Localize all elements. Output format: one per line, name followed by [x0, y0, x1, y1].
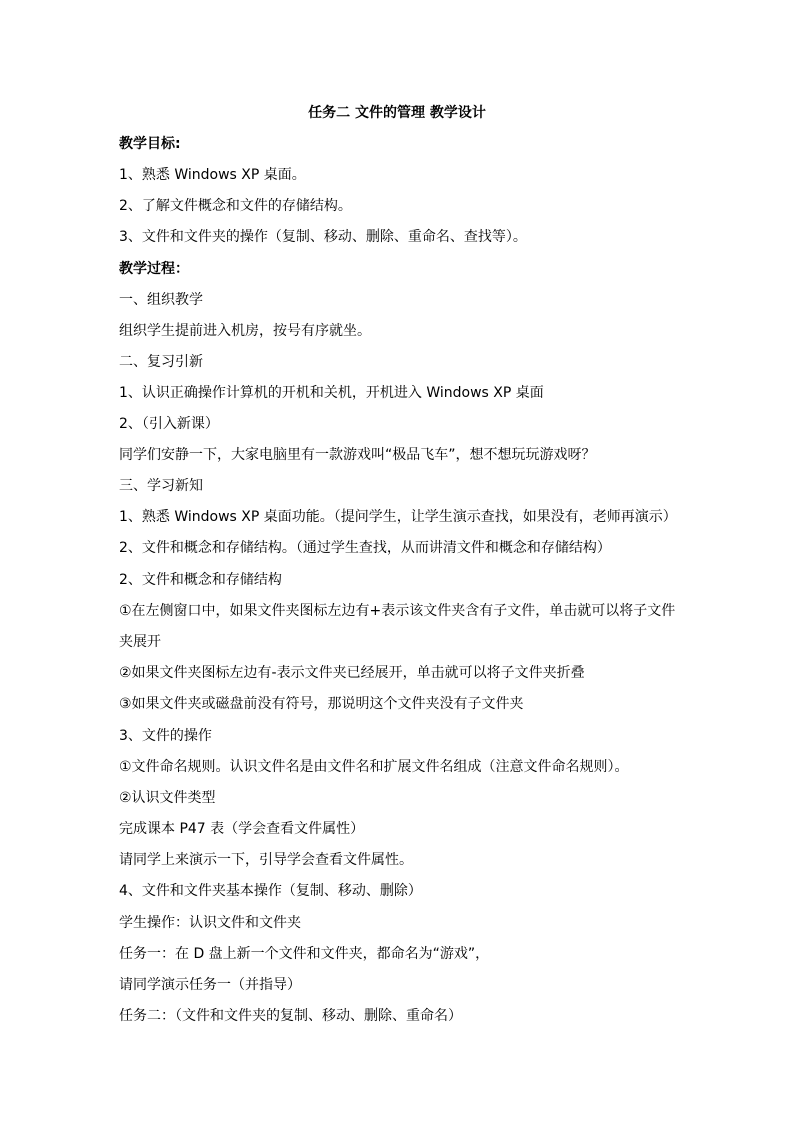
paragraph-line: 2、（引入新课） — [119, 416, 219, 432]
paragraph-line: ①在左侧窗口中，如果文件夹图标左边有+表示该文件夹含有子文件，单击就可以将子文件 — [119, 603, 676, 619]
paragraph-line: 2、文件和概念和存储结构。（通过学生查找，从而讲清文件和概念和存储结构） — [119, 540, 611, 556]
paragraph-line: ①文件命名规则。认识文件名是由文件名和扩展文件名组成（注意文件命名规则）。 — [119, 759, 629, 775]
paragraph-line: 学生操作：认识文件和文件夹 — [119, 915, 301, 931]
paragraph-line: 1、认识正确操作计算机的开机和关机，开机进入 Windows XP 桌面 — [119, 385, 544, 401]
paragraph-line: 任务一：在 D 盘上新一个文件和文件夹，都命名为“游戏”， — [119, 946, 490, 962]
document-title: 任务二 文件的管理 教学设计 — [308, 105, 486, 121]
paragraph-line: 请同学上来演示一下，引导学会查看文件属性。 — [119, 852, 413, 868]
paragraph-line: 3、文件和文件夹的操作（复制、移动、删除、重命名、查找等）。 — [119, 229, 527, 245]
paragraph-line: ③如果文件夹或磁盘前没有符号，那说明这个文件夹没有子文件夹 — [119, 696, 524, 712]
paragraph-line: ②认识文件类型 — [119, 790, 216, 806]
paragraph-line: 组织学生提前进入机房，按号有序就坐。 — [119, 323, 371, 339]
section-heading: 教学目标: — [119, 136, 181, 152]
paragraph-line: 同学们安静一下，大家电脑里有一款游戏叫“极品飞车”，想不想玩玩游戏呀？ — [119, 447, 596, 463]
paragraph-line: 二、复习引新 — [119, 354, 203, 370]
paragraph-line: 2、了解文件概念和文件的存储结构。 — [119, 198, 352, 214]
paragraph-line: 三、学习新知 — [119, 478, 203, 494]
paragraph-line: 4、文件和文件夹基本操作（复制、移动、删除） — [119, 883, 422, 899]
paragraph-line: 完成课本 P47 表（学会查看文件属性） — [119, 821, 365, 837]
paragraph-line: ②如果文件夹图标左边有-表示文件夹已经展开，单击就可以将子文件夹折叠 — [119, 665, 585, 681]
paragraph-line: 2、文件和概念和存储结构 — [119, 572, 282, 588]
section-heading: 教学过程： — [119, 261, 189, 277]
paragraph-line: 请同学演示任务一（并指导） — [119, 977, 301, 993]
paragraph-line: 任务二：（文件和文件夹的复制、移动、删除、重命名） — [119, 1008, 462, 1024]
paragraph-line: 夹展开 — [119, 634, 161, 650]
paragraph-line: 一、组织教学 — [119, 292, 203, 308]
paragraph-line: 1、熟悉 Windows XP 桌面功能。（提问学生，让学生演示查找，如果没有，老师再演示） — [119, 509, 677, 525]
paragraph-line: 1、熟悉 Windows XP 桌面。 — [119, 167, 306, 183]
paragraph-line: 3、文件的操作 — [119, 728, 212, 744]
